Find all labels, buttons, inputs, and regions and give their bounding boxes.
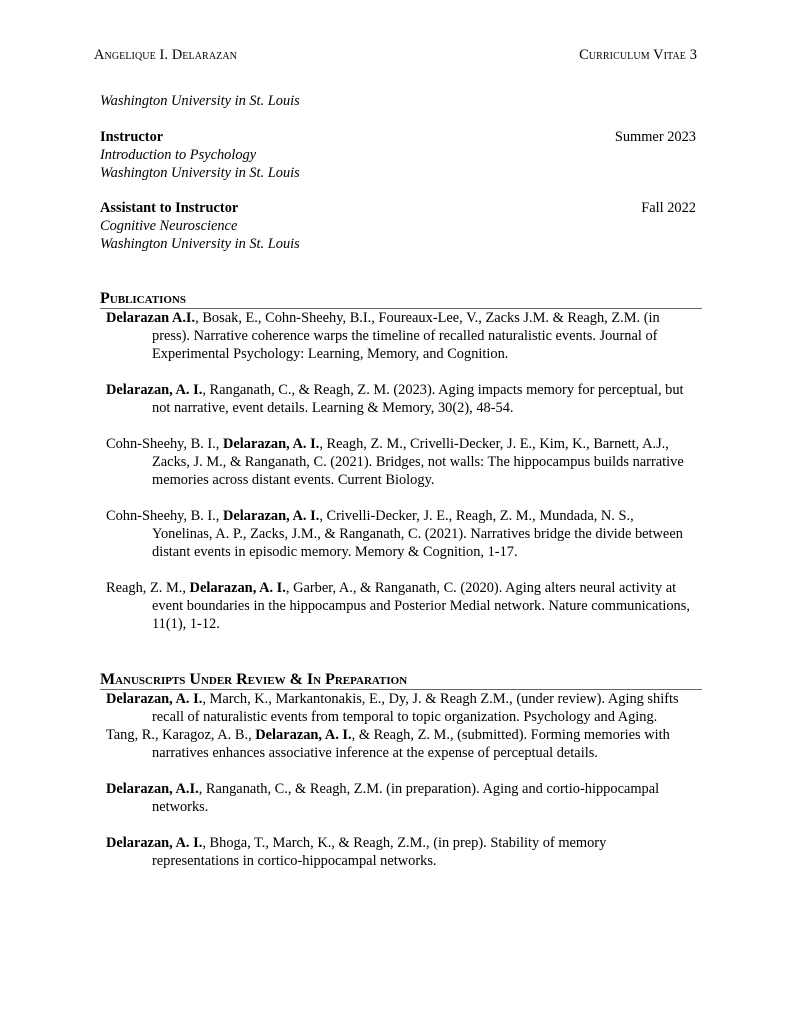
publication-entry: Delarazan, A. I., Ranganath, C., & Reagh, Z. M. (2023). Aging impacts memory for perceptual, but not narrative, event details. Learning & Memory, 30(2), 48-54. xyxy=(106,382,684,416)
publications-list xyxy=(100,309,696,633)
teaching-date: Summer 2023 xyxy=(614,129,696,145)
teaching-institution: Washington University in St. Louis xyxy=(100,165,300,181)
header-page-title: Curriculum Vitae 3 xyxy=(579,47,697,63)
manuscript-entry: Delarazan, A. I., March, K., Markantonakis, E., Dy, J. & Reagh Z.M., (under review). Aging shifts recall of naturalistic events from temporal to topic organization. Psychology and Aging. xyxy=(106,691,679,725)
manuscripts-list xyxy=(100,690,696,870)
teaching-item xyxy=(100,199,696,253)
running-header xyxy=(94,46,697,64)
manuscript-entry: Delarazan, A.I., Ranganath, C., & Reagh, Z.M. (in preparation). Aging and cortio-hippocampal networks. xyxy=(106,781,660,815)
manuscript-entry: Delarazan, A. I., Bhoga, T., March, K., & Reagh, Z.M., (in prep). Stability of memory representations in cortico-hippocampal networks. xyxy=(106,835,607,869)
carryover-institution: Washington University in St. Louis xyxy=(100,93,300,109)
teaching-role: Instructor xyxy=(100,129,164,145)
publication-entry: Cohn-Sheehy, B. I., Delarazan, A. I., Reagh, Z. M., Crivelli-Decker, J. E., Kim, K., Barnett, A.J., Zacks, J. M., & Ranganath, C. (2021). Bridges, not walls: The hippocampus builds narrative memories across distant events. Current Biology. xyxy=(106,436,684,488)
publications-heading: Publications xyxy=(100,290,702,309)
teaching-date: Fall 2022 xyxy=(641,200,696,216)
header-name: Angelique I. Delarazan xyxy=(94,47,237,63)
teaching-course: Introduction to Psychology xyxy=(100,147,257,163)
teaching-institution: Washington University in St. Louis xyxy=(100,236,300,252)
teaching-course: Cognitive Neuroscience xyxy=(100,218,238,234)
manuscript-entry: Tang, R., Karagoz, A. B., Delarazan, A. I., & Reagh, Z. M., (submitted). Forming memories with narratives enhances associative inference at the expense of perceptual details. xyxy=(106,727,670,761)
teaching-item xyxy=(100,128,696,182)
manuscripts-heading: Manuscripts Under Review & In Preparation xyxy=(100,671,702,690)
publication-entry: Reagh, Z. M., Delarazan, A. I., Garber, A., & Ranganath, C. (2020). Aging alters neural activity at event boundaries in the hippocampus and Posterior Medial network. Nature communications, 11(1), 1-12. xyxy=(106,580,690,632)
publication-entry: Delarazan A.I., Bosak, E., Cohn-Sheehy, B.I., Foureaux-Lee, V., Zacks J.M. & Reagh, Z.M. (in press). Narrative coherence warps the timeline of recalled naturalistic events. Journal of Experimental Psychology: Learning, Memory, and Cognition. xyxy=(106,310,660,362)
teaching-role: Assistant to Instructor xyxy=(100,200,239,216)
cv-body xyxy=(100,92,696,870)
publication-entry: Cohn-Sheehy, B. I., Delarazan, A. I., Crivelli-Decker, J. E., Reagh, Z. M., Mundada, N. S., Yonelinas, A. P., Zacks, J.M., & Ranganath, C. (2021). Narratives bridge the divide between distant events in episodic memory. Memory & Cognition, 1-17. xyxy=(106,508,683,560)
